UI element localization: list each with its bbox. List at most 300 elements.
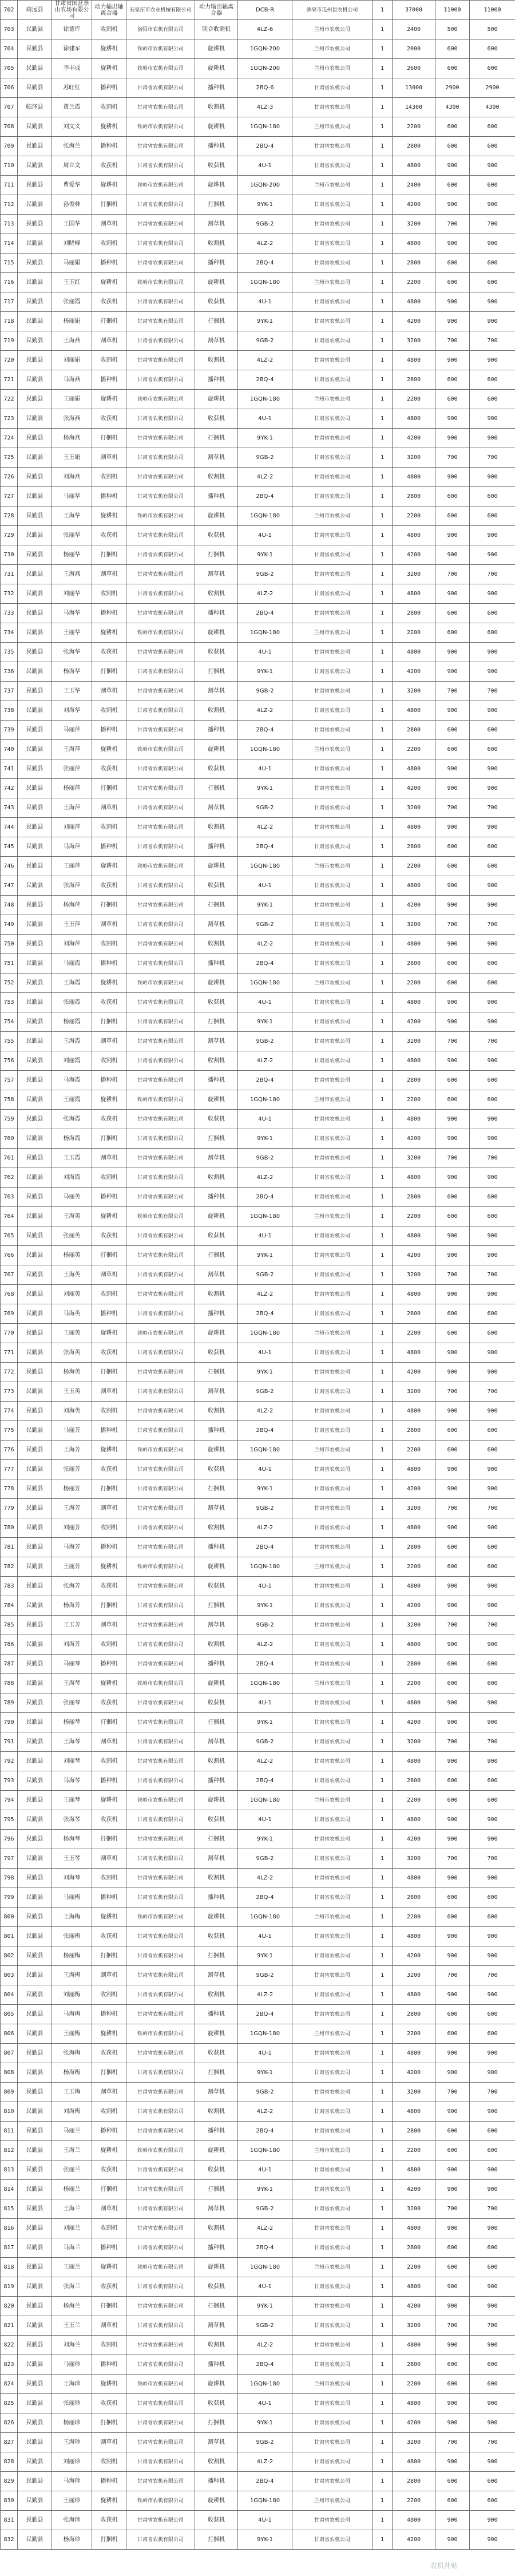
cell-unit-price: 4200	[393, 1596, 435, 1616]
cell-county: 民勤县	[18, 759, 52, 779]
cell-quantity: 1	[373, 2024, 393, 2044]
cell-total-subsidy: 900	[470, 1635, 515, 1655]
cell-unit-subsidy: 600	[435, 2491, 470, 2511]
cell-model: 2BQ-4	[238, 721, 292, 740]
cell-product: 割草机	[195, 2316, 238, 2336]
cell-product: 播种机	[195, 1888, 238, 1908]
cell-model: 9GB-2	[238, 682, 292, 701]
cell-category: 收获机	[92, 876, 126, 896]
cell-product: 收获机	[195, 2277, 238, 2297]
cell-index: 784	[1, 1596, 18, 1616]
cell-dealer: 甘肃省农机公司	[292, 2530, 373, 2550]
cell-index: 735	[1, 643, 18, 662]
cell-dealer: 酒泉市瓜州县农机公司	[292, 1, 373, 20]
cell-unit-price: 4800	[393, 2160, 435, 2180]
cell-unit-price: 2800	[393, 837, 435, 857]
cell-total-subsidy: 700	[470, 1265, 515, 1285]
cell-index: 769	[1, 1304, 18, 1324]
cell-total-subsidy: 700	[470, 1499, 515, 1518]
cell-buyer: 杨丽梅	[52, 1946, 92, 1966]
cell-quantity: 1	[373, 20, 393, 39]
cell-index: 751	[1, 954, 18, 974]
cell-product: 旋耕机	[195, 1324, 238, 1343]
cell-dealer: 甘肃省农机公司	[292, 1752, 373, 1771]
table-row	[1, 1343, 515, 1363]
cell-quantity: 1	[373, 818, 393, 837]
cell-unit-price: 4800	[393, 2336, 435, 2355]
cell-unit-subsidy: 900	[435, 759, 470, 779]
cell-county: 民勤县	[18, 2413, 52, 2433]
cell-index: 712	[1, 195, 18, 215]
table-row	[1, 312, 515, 331]
cell-unit-price: 3200	[393, 565, 435, 584]
cell-model: 4U-1	[238, 1343, 292, 1363]
cell-total-subsidy: 900	[470, 409, 515, 429]
cell-product: 播种机	[195, 1655, 238, 1674]
cell-dealer: 甘肃省农机公司	[292, 935, 373, 954]
cell-unit-price: 4800	[393, 2452, 435, 2472]
cell-quantity: 1	[373, 896, 393, 915]
cell-quantity: 1	[373, 507, 393, 526]
cell-category: 收割机	[92, 2102, 126, 2122]
cell-dealer: 甘肃省农机公司	[292, 2472, 373, 2491]
cell-dealer: 甘肃省农机公司	[292, 1110, 373, 1129]
cell-manufacturer: 铁岭市农机有限公司	[126, 176, 195, 195]
cell-total-subsidy: 900	[470, 2044, 515, 2063]
table-row	[1, 1830, 515, 1849]
cell-quantity: 1	[373, 1557, 393, 1577]
cell-product: 割草机	[195, 215, 238, 234]
cell-manufacturer: 甘肃省农机有限公司	[126, 682, 195, 701]
cell-unit-price: 2200	[393, 2375, 435, 2394]
cell-buyer: 杨海萍	[52, 896, 92, 915]
cell-dealer: 甘肃省农机公司	[292, 682, 373, 701]
cell-total-subsidy: 900	[470, 1869, 515, 1888]
cell-model: 4U-1	[238, 2044, 292, 2063]
cell-buyer: 马丽梅	[52, 1888, 92, 1908]
cell-county: 民勤县	[18, 1927, 52, 1946]
cell-category: 打捆机	[92, 312, 126, 331]
cell-model: 1GQN-180	[238, 1441, 292, 1460]
cell-manufacturer: 甘肃省农机有限公司	[126, 409, 195, 429]
cell-index: 709	[1, 137, 18, 156]
cell-total-subsidy: 900	[470, 1226, 515, 1246]
table-row	[1, 2024, 515, 2044]
cell-category: 收割机	[92, 351, 126, 370]
cell-product: 播种机	[195, 487, 238, 507]
cell-unit-subsidy: 900	[435, 2063, 470, 2083]
cell-total-subsidy: 700	[470, 1382, 515, 1402]
cell-manufacturer: 甘肃省农机有限公司	[126, 1479, 195, 1499]
table-row	[1, 1421, 515, 1441]
cell-unit-price: 2800	[393, 2122, 435, 2141]
cell-total-subsidy: 900	[470, 759, 515, 779]
cell-buyer: 王丽娟	[52, 390, 92, 409]
cell-index: 830	[1, 2491, 18, 2511]
cell-product: 收割机	[195, 1869, 238, 1888]
cell-quantity: 1	[373, 292, 393, 312]
cell-unit-subsidy: 700	[435, 798, 470, 818]
cell-buyer: 马海萍	[52, 837, 92, 857]
cell-manufacturer: 甘肃省农机有限公司	[126, 1032, 195, 1051]
cell-manufacturer: 甘肃省农机有限公司	[126, 448, 195, 468]
cell-dealer: 甘肃省农机公司	[292, 565, 373, 584]
cell-category: 打捆机	[92, 1129, 126, 1149]
cell-total-subsidy: 700	[470, 1849, 515, 1869]
table-row	[1, 2005, 515, 2024]
cell-model: 9YK-1	[238, 312, 292, 331]
cell-unit-price: 4800	[393, 1402, 435, 1421]
cell-county: 民勤县	[18, 2024, 52, 2044]
cell-manufacturer: 甘肃省农机有限公司	[126, 1188, 195, 1207]
table-row	[1, 935, 515, 954]
cell-county: 民勤县	[18, 1246, 52, 1265]
table-row	[1, 1071, 515, 1090]
cell-manufacturer: 铁岭市农机有限公司	[126, 1441, 195, 1460]
cell-unit-price: 4800	[393, 876, 435, 896]
cell-unit-price: 37000	[393, 1, 435, 20]
cell-county: 民勤县	[18, 254, 52, 273]
cell-total-subsidy: 900	[470, 584, 515, 604]
cell-quantity: 1	[373, 1830, 393, 1849]
cell-model: 4U-1	[238, 1810, 292, 1830]
cell-category: 打捆机	[92, 1830, 126, 1849]
cell-unit-subsidy: 900	[435, 1402, 470, 1421]
table-row	[1, 2452, 515, 2472]
cell-manufacturer: 甘肃省农机有限公司	[126, 1343, 195, 1363]
cell-unit-subsidy: 600	[435, 176, 470, 195]
cell-unit-subsidy: 900	[435, 1810, 470, 1830]
cell-buyer: 杨海梅	[52, 2063, 92, 2083]
cell-total-subsidy: 600	[470, 117, 515, 137]
cell-index: 801	[1, 1927, 18, 1946]
cell-unit-price: 2800	[393, 137, 435, 156]
cell-unit-price: 2200	[393, 507, 435, 526]
cell-buyer: 王海霞	[52, 974, 92, 993]
cell-quantity: 1	[373, 2375, 393, 2394]
cell-county: 民勤县	[18, 1655, 52, 1674]
cell-model: 4LZ-2	[238, 2219, 292, 2238]
cell-total-subsidy: 600	[470, 1304, 515, 1324]
cell-county: 民勤县	[18, 1791, 52, 1810]
cell-product: 播种机	[195, 1304, 238, 1324]
cell-county: 民勤县	[18, 2005, 52, 2024]
table-row	[1, 78, 515, 98]
cell-product: 旋耕机	[195, 39, 238, 59]
cell-category: 割草机	[92, 2316, 126, 2336]
cell-unit-subsidy: 700	[435, 2316, 470, 2336]
cell-buyer: 马丽霞	[52, 954, 92, 974]
cell-dealer: 兰州市农机公司	[292, 2491, 373, 2511]
cell-quantity: 1	[373, 1771, 393, 1791]
cell-category: 收割机	[92, 1985, 126, 2005]
cell-unit-subsidy: 600	[435, 1908, 470, 1927]
cell-model: 2BQ-4	[238, 2238, 292, 2258]
cell-manufacturer: 甘肃省农机有限公司	[126, 1071, 195, 1090]
cell-quantity: 1	[373, 2160, 393, 2180]
cell-category: 收割机	[92, 1402, 126, 1421]
cell-unit-subsidy: 600	[435, 2024, 470, 2044]
cell-product: 割草机	[195, 448, 238, 468]
cell-unit-price: 4200	[393, 662, 435, 682]
cell-dealer: 甘肃省农机公司	[292, 2277, 373, 2297]
cell-total-subsidy: 700	[470, 798, 515, 818]
cell-county: 民勤县	[18, 2472, 52, 2491]
cell-model: 9YK-1	[238, 2063, 292, 2083]
cell-product: 旋耕机	[195, 2024, 238, 2044]
table-row	[1, 2355, 515, 2375]
cell-unit-subsidy: 600	[435, 1655, 470, 1674]
table-row	[1, 2219, 515, 2238]
cell-county: 民勤县	[18, 292, 52, 312]
cell-model: 9YK-1	[238, 1713, 292, 1732]
cell-total-subsidy: 700	[470, 682, 515, 701]
cell-total-subsidy: 600	[470, 2491, 515, 2511]
cell-model: 4LZ-2	[238, 935, 292, 954]
cell-buyer: 刘海梅	[52, 2102, 92, 2122]
cell-dealer: 甘肃省农机公司	[292, 1188, 373, 1207]
cell-county: 民勤县	[18, 837, 52, 857]
cell-index: 792	[1, 1752, 18, 1771]
cell-manufacturer: 甘肃省农机有限公司	[126, 331, 195, 351]
cell-dealer: 甘肃省农机公司	[292, 1849, 373, 1869]
cell-total-subsidy: 600	[470, 2024, 515, 2044]
cell-unit-price: 3200	[393, 2316, 435, 2336]
cell-total-subsidy: 900	[470, 1343, 515, 1363]
cell-dealer: 甘肃省农机公司	[292, 545, 373, 565]
cell-index: 831	[1, 2511, 18, 2530]
cell-unit-subsidy: 900	[435, 1752, 470, 1771]
cell-manufacturer: 甘肃省农机有限公司	[126, 234, 195, 254]
cell-index: 804	[1, 1985, 18, 2005]
cell-quantity: 1	[373, 798, 393, 818]
cell-index: 756	[1, 1051, 18, 1071]
cell-total-subsidy: 900	[470, 1051, 515, 1071]
cell-unit-price: 2000	[393, 39, 435, 59]
cell-index: 717	[1, 292, 18, 312]
cell-manufacturer: 甘肃省农机有限公司	[126, 98, 195, 117]
cell-manufacturer: 甘肃省农机有限公司	[126, 2472, 195, 2491]
table-body	[1, 1, 515, 2550]
cell-unit-price: 4800	[393, 935, 435, 954]
cell-buyer: 刘海琴	[52, 1869, 92, 1888]
cell-index: 777	[1, 1460, 18, 1479]
cell-county: 民勤县	[18, 1012, 52, 1032]
cell-manufacturer: 甘肃省农机有限公司	[126, 1518, 195, 1538]
cell-buyer: 王丽霞	[52, 1090, 92, 1110]
cell-unit-subsidy: 900	[435, 2102, 470, 2122]
cell-buyer: 王丽梅	[52, 2024, 92, 2044]
cell-county: 民勤县	[18, 1304, 52, 1324]
cell-buyer: 刘海霞	[52, 1168, 92, 1188]
cell-dealer: 甘肃省农机公司	[292, 2297, 373, 2316]
cell-total-subsidy: 900	[470, 1285, 515, 1304]
cell-unit-price: 2200	[393, 1324, 435, 1343]
cell-unit-subsidy: 700	[435, 2083, 470, 2102]
cell-buyer: 张海兰	[52, 137, 92, 156]
cell-quantity: 1	[373, 1168, 393, 1188]
cell-dealer: 甘肃省农机公司	[292, 721, 373, 740]
cell-quantity: 1	[373, 1946, 393, 1966]
cell-buyer: 杨丽霞	[52, 1012, 92, 1032]
cell-buyer: 张丽珍	[52, 2394, 92, 2413]
cell-total-subsidy: 900	[470, 195, 515, 215]
cell-dealer: 甘肃省农机公司	[292, 370, 373, 390]
cell-buyer: 王丽芳	[52, 1557, 92, 1577]
cell-product: 旋耕机	[195, 1908, 238, 1927]
cell-product: 打捆机	[195, 1129, 238, 1149]
cell-unit-subsidy: 900	[435, 662, 470, 682]
cell-dealer: 甘肃省农机公司	[292, 1713, 373, 1732]
cell-dealer: 甘肃省农机公司	[292, 2355, 373, 2375]
cell-dealer: 兰州市农机公司	[292, 1791, 373, 1810]
cell-quantity: 1	[373, 876, 393, 896]
cell-product: 割草机	[195, 2083, 238, 2102]
cell-unit-subsidy: 900	[435, 584, 470, 604]
cell-unit-price: 4200	[393, 2297, 435, 2316]
cell-product: 播种机	[195, 1421, 238, 1441]
cell-buyer: 刘海燕	[52, 468, 92, 487]
cell-manufacturer: 甘肃省农机有限公司	[126, 1363, 195, 1382]
cell-manufacturer: 铁岭市农机有限公司	[126, 390, 195, 409]
cell-manufacturer: 甘肃省农机有限公司	[126, 137, 195, 156]
cell-buyer: 王玉娟	[52, 448, 92, 468]
cell-index: 762	[1, 1168, 18, 1188]
table-row	[1, 1771, 515, 1791]
cell-buyer: 杨海芳	[52, 1596, 92, 1616]
cell-county: 民勤县	[18, 2491, 52, 2511]
cell-county: 民勤县	[18, 78, 52, 98]
cell-total-subsidy: 900	[470, 701, 515, 721]
cell-dealer: 兰州市农机公司	[292, 974, 373, 993]
cell-unit-price: 2200	[393, 2141, 435, 2160]
table-row	[1, 1577, 515, 1596]
cell-category: 播种机	[92, 2355, 126, 2375]
cell-total-subsidy: 900	[470, 2511, 515, 2530]
cell-unit-price: 2800	[393, 2238, 435, 2258]
cell-index: 802	[1, 1946, 18, 1966]
cell-unit-subsidy: 900	[435, 935, 470, 954]
cell-unit-price: 2200	[393, 2258, 435, 2277]
table-row	[1, 2180, 515, 2199]
cell-unit-price: 2200	[393, 1557, 435, 1577]
cell-category: 割草机	[92, 1849, 126, 1869]
cell-unit-price: 2200	[393, 117, 435, 137]
cell-quantity: 1	[373, 468, 393, 487]
cell-product: 旋耕机	[195, 1441, 238, 1460]
cell-index: 704	[1, 39, 18, 59]
cell-index: 753	[1, 993, 18, 1012]
cell-buyer: 张海芳	[52, 1577, 92, 1596]
cell-unit-subsidy: 900	[435, 2297, 470, 2316]
cell-index: 749	[1, 915, 18, 935]
cell-county: 民勤县	[18, 526, 52, 545]
cell-dealer: 甘肃省农机公司	[292, 2219, 373, 2238]
cell-index: 767	[1, 1265, 18, 1285]
cell-county: 民勤县	[18, 1810, 52, 1830]
cell-dealer: 甘肃省农机公司	[292, 1051, 373, 1071]
cell-county: 民勤县	[18, 1324, 52, 1343]
cell-total-subsidy: 900	[470, 1810, 515, 1830]
cell-model: 9YK-1	[238, 1596, 292, 1616]
cell-category: 收割机	[92, 20, 126, 39]
cell-dealer: 兰州市农机公司	[292, 2258, 373, 2277]
cell-dealer: 兰州市农机公司	[292, 2141, 373, 2160]
cell-county: 民勤县	[18, 1110, 52, 1129]
cell-county: 民勤县	[18, 643, 52, 662]
cell-total-subsidy: 600	[470, 1908, 515, 1927]
cell-manufacturer: 甘肃省农机有限公司	[126, 1460, 195, 1479]
cell-dealer: 甘肃省农机公司	[292, 312, 373, 331]
cell-dealer: 甘肃省农机公司	[292, 876, 373, 896]
cell-index: 766	[1, 1246, 18, 1265]
table-row	[1, 1791, 515, 1810]
cell-product: 打捆机	[195, 779, 238, 798]
table-row	[1, 798, 515, 818]
cell-county: 民勤县	[18, 1032, 52, 1051]
cell-dealer: 甘肃省农机公司	[292, 2336, 373, 2355]
cell-unit-price: 3200	[393, 1616, 435, 1635]
cell-index: 733	[1, 604, 18, 623]
cell-product: 割草机	[195, 798, 238, 818]
cell-county: 民勤县	[18, 2238, 52, 2258]
cell-county: 民勤县	[18, 1908, 52, 1927]
cell-county: 民勤县	[18, 234, 52, 254]
cell-category: 播种机	[92, 837, 126, 857]
table-row	[1, 1188, 515, 1207]
cell-dealer: 兰州市农机公司	[292, 39, 373, 59]
table-row	[1, 701, 515, 721]
cell-category: 收获机	[92, 1810, 126, 1830]
cell-index: 705	[1, 59, 18, 78]
cell-manufacturer: 甘肃省农机有限公司	[126, 565, 195, 584]
cell-total-subsidy: 900	[470, 292, 515, 312]
table-row	[1, 176, 515, 195]
cell-manufacturer: 甘肃省农机有限公司	[126, 487, 195, 507]
cell-index: 817	[1, 2238, 18, 2258]
cell-index: 814	[1, 2180, 18, 2199]
cell-category: 收割机	[92, 2452, 126, 2472]
cell-quantity: 1	[373, 2530, 393, 2550]
cell-buyer: 杨丽娟	[52, 312, 92, 331]
cell-total-subsidy: 900	[470, 662, 515, 682]
cell-county: 民勤县	[18, 954, 52, 974]
cell-county: 民勤县	[18, 565, 52, 584]
cell-dealer: 甘肃省农机公司	[292, 1032, 373, 1051]
cell-model: 9YK-1	[238, 545, 292, 565]
cell-buyer: 苏旺红	[52, 78, 92, 98]
cell-buyer: 王丽英	[52, 1324, 92, 1343]
cell-quantity: 1	[373, 2141, 393, 2160]
cell-county: 民勤县	[18, 798, 52, 818]
cell-quantity: 1	[373, 2180, 393, 2199]
cell-quantity: 1	[373, 390, 393, 409]
cell-unit-subsidy: 600	[435, 370, 470, 390]
cell-index: 816	[1, 2219, 18, 2238]
cell-dealer: 甘肃省农机公司	[292, 2180, 373, 2199]
cell-model: 2BQ-4	[238, 370, 292, 390]
cell-dealer: 甘肃省农机公司	[292, 98, 373, 117]
cell-dealer: 甘肃省农机公司	[292, 1479, 373, 1499]
cell-product: 收获机	[195, 409, 238, 429]
cell-dealer: 甘肃省农机公司	[292, 2063, 373, 2083]
table-row	[1, 215, 515, 234]
cell-county: 民勤县	[18, 2122, 52, 2141]
cell-unit-price: 2800	[393, 954, 435, 974]
cell-model: 9GB-2	[238, 2083, 292, 2102]
cell-quantity: 1	[373, 1285, 393, 1304]
table-row	[1, 1460, 515, 1479]
